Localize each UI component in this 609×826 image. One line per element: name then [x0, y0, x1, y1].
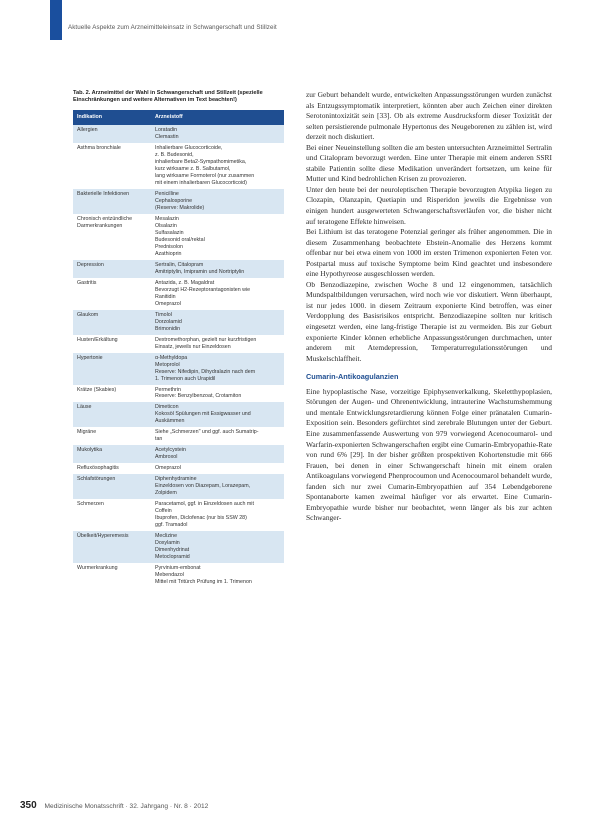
- drug-line: Loratadin: [155, 127, 178, 133]
- drug-cell: [151, 402, 284, 427]
- drug-line: Kokosöl Spülungen mit Essigwasser und: [155, 411, 251, 418]
- journal-citation: Medizinische Monatsschrift · 32. Jahrgang · Nr. 8 · 2012: [44, 803, 209, 810]
- paragraph: Bei Lithium ist das teratogene Potenzial geringer als früher angenommen. Die in diesem Zusammenhang beobachtete Ebstein-Anomalie des Herzens kommt offenbar nur bei etwa einem von 1000 im ersten Trimenon exponierten Feten vor. Postpartal muss auf toxische Symptome beim Kind geachtet und insbesondere eine Hypothyreose ausgeschlossen werden.: [306, 227, 552, 279]
- drug-line: Permethrin: [155, 386, 181, 393]
- indication-cell: Refluxösophagitis: [73, 463, 151, 474]
- drug-line: mit einem inhalierbaren Glucocorticoid): [155, 179, 247, 186]
- drug-line: α-Methyldopa: [155, 354, 188, 361]
- indication-cell: Krätze (Skabies): [73, 385, 151, 403]
- indication-cell: Migräne: [73, 427, 151, 445]
- indication-cell: Allergien: [73, 125, 151, 143]
- indication-cell: Wurmerkrankung: [73, 563, 151, 588]
- table-row: [73, 353, 284, 385]
- drug-line: Paracetamol, ggf. in Einzeldosen auch mit: [155, 501, 254, 508]
- drug-cell: [151, 143, 284, 189]
- drug-line: Azathioprin: [155, 250, 182, 257]
- drug-line: Reserve: Nifedipin, Dihydralazin nach dem: [155, 368, 256, 375]
- drug-line: Sertralin, Citalopram: [155, 261, 204, 268]
- table-row: [73, 385, 284, 403]
- drug-line: Brimonidin: [155, 325, 181, 332]
- drug-line: Antazida, z. B. Magaldrat: [155, 279, 215, 286]
- table-row: [73, 563, 284, 588]
- column-header-indication: Indikation: [73, 110, 151, 125]
- drug-cell: [151, 260, 284, 278]
- drug-line: Omeprazol: [155, 465, 181, 472]
- paragraph: Unter den heute bei der neuroleptischen Therapie bevorzugten Atypika liegen zu Clozapin, Olanzapin, Quetiapin und Risperidon jeweils die Ergebnisse von einigen hundert ausgewerteten Schwangerschaftsverläufen vor, die bisher nicht auf teratogene Effekte hinweisen.: [306, 184, 552, 226]
- drug-line: Mittel mit Tritürch Prüfung im 1. Trimenon: [155, 579, 252, 586]
- indication-cell: Übelkeit/Hyperemesis: [73, 531, 151, 563]
- drug-table: [73, 110, 284, 588]
- table-row: [73, 445, 284, 463]
- drug-cell: [151, 335, 284, 353]
- drug-line: Diphenhydramine: [155, 476, 197, 483]
- indication-cell: Läuse: [73, 402, 151, 427]
- drug-line: Zolpidem: [155, 490, 177, 497]
- drug-cell: [151, 125, 284, 143]
- drug-line: Metoprolol: [155, 361, 180, 368]
- drug-line: Auskämmen: [155, 418, 185, 425]
- drug-cell: [151, 474, 284, 499]
- table-row: [73, 474, 284, 499]
- drug-line: Pyrvinium-embonat: [155, 565, 201, 572]
- drug-line: Bevorzugt H2-Rezeptorantagonisten wie: [155, 286, 251, 293]
- paragraph: Bei einer Neueinstellung sollten die am besten untersuchten Arzneimittel Sertralin und Citalopram bevorzugt werden. Eine unter Therapie mit einem anderen SSRI stabile Patientin sollte diese Medikation unverändert fortsetzen, um keine für Mutter und Kind bedrohlichen Krisen zu provozieren.: [306, 142, 552, 184]
- indication-cell: Bakterielle Infektionen: [73, 189, 151, 214]
- table-row: [73, 125, 284, 143]
- drug-line: Siehe „Schmerzen" und ggf. auch Sumatrip-: [155, 429, 259, 436]
- section-heading: Cumarin-Antikoagulanzien: [306, 372, 399, 382]
- indication-cell: Depression: [73, 260, 151, 278]
- drug-line: Olsalazin: [155, 222, 177, 229]
- drug-line: Amitriptylin, Imipramin und Nortriptylin: [155, 268, 245, 275]
- drug-cell: [151, 531, 284, 563]
- drug-cell: [151, 499, 284, 531]
- table-row: [73, 310, 284, 335]
- drug-line: Mesalazin: [155, 215, 179, 222]
- table-row: [73, 335, 284, 353]
- paragraph: zur Geburt behandelt wurde, entwickelten Anpassungsstörungen wurden zunächst als Entzugssymptomatik interpretiert, könnten aber auch Zeichen einer direkten Serotonintoxizität sein [33]. Ob als extreme Ausdrucksform dieser Toxizität der selten persistierende pulmonale Hypertonus des Neugeborenen zu zählen ist, wird derzeit noch diskutiert.: [306, 90, 552, 142]
- drug-cell: [151, 563, 284, 588]
- table-header-row: [73, 110, 284, 125]
- article-text-column: [306, 90, 552, 524]
- table-body: [73, 125, 284, 588]
- indication-cell: Schlafstörungen: [73, 474, 151, 499]
- drug-line: kurz wirksame z. B. Salbutamol,: [155, 165, 231, 172]
- page-number: 350: [20, 800, 37, 811]
- drug-cell: [151, 189, 284, 214]
- table-row: [73, 278, 284, 310]
- drug-line: tan: [155, 436, 163, 443]
- table-row: [73, 143, 284, 189]
- chapter-color-tab: [50, 0, 62, 40]
- table-row: [73, 402, 284, 427]
- paragraph: Eine hypoplastische Nase, vorzeitige Epiphysenverkalkung, Skeletthypoplasien, Störungen der Augen- und Ohrenentwicklung, intrauterine Wachstumshemmung und mentale Entwicklungsretardierung können Folge einer pränatalen Cumarin-Exposition sein. Besonders gefürchtet sind zerebrale Blutungen unter der Geburt. Eine zusammenfassende Auswertung von 979 vorwiegend Acenocoumarol- und Warfarin-exponierten Schwangerschaften ergibt eine Cumarin-Embryopathie-Rate von rund 6% [29]. In der bisher größten prospektiven Kohortenstudie mit 666 Frauen, bei denen in einer Schwangerschaft hinein mit einem oralen Antikoagulans vorwiegend Phenprocoumon und Acenocoumarol behandelt wurde, fanden sich nur zwei Cumarin-Embryopathien auf 354 Lebendgeborene Spontanaborte kamen zweimal häufiger vor als erwartet. Eine Cumarin-Embryopathie wurde bisher nur beobachtet, wenn länger als bis zur achten Schwanger-: [306, 386, 552, 523]
- drug-cell: [151, 445, 284, 463]
- drug-line: Ibuprofen, Diclofenac (nur bis SSW 28): [155, 515, 247, 522]
- drug-line: Ambroxol: [155, 454, 178, 461]
- drug-line: Prednisolon: [155, 243, 183, 250]
- drug-line: Penicilline: [155, 190, 179, 197]
- drug-line: Doxylamin: [155, 540, 180, 547]
- drug-line: Clemastin: [155, 133, 179, 140]
- drug-line: Einsatz, jeweils nur Einzeldosen: [155, 343, 231, 350]
- drug-line: Cephalosporine: [155, 197, 193, 204]
- table-row: [73, 531, 284, 563]
- table-row: [73, 427, 284, 445]
- drug-cell: [151, 278, 284, 310]
- drug-line: Dimeticon: [155, 404, 179, 411]
- indication-cell: Mukolytika: [73, 445, 151, 463]
- drug-line: Coffein: [155, 508, 172, 515]
- running-header: Aktuelle Aspekte zum Arzneimitteleinsatz in Schwangerschaft und Stillzeit: [68, 24, 277, 31]
- drug-line: Mebendazol: [155, 572, 184, 579]
- drug-line: 1. Trimenon auch Urapidil: [155, 375, 216, 382]
- drug-cell: [151, 353, 284, 385]
- page-footer: [20, 800, 208, 811]
- indication-cell: Glaukom: [73, 310, 151, 335]
- column-header-drug: Arzneistoff: [151, 110, 284, 125]
- table-row: [73, 214, 284, 260]
- drug-line: Acetylcystein: [155, 447, 186, 454]
- table-row: [73, 260, 284, 278]
- drug-cell: [151, 385, 284, 403]
- drug-line: Omeprazol: [155, 300, 181, 307]
- table-row: [73, 499, 284, 531]
- indication-cell: Gastritis: [73, 278, 151, 310]
- indication-cell: Schmerzen: [73, 499, 151, 531]
- drug-line: lang wirksame Formoterol (nur zusammen: [155, 172, 255, 179]
- drug-line: Budesonid oral/rektal: [155, 236, 205, 243]
- drug-line: Meclizine: [155, 533, 178, 540]
- drug-line: Dextromethorphan, gezielt nur kurzfristigen: [155, 336, 257, 343]
- indication-cell: Chronisch entzündliche Darmerkrankungen: [73, 214, 151, 260]
- drug-line: Timolol: [155, 311, 172, 318]
- table-row: [73, 189, 284, 214]
- drug-cell: [151, 427, 284, 445]
- drug-line: ggf. Tramadol: [155, 522, 188, 529]
- drug-line: inhalierbare Beta2-Sympathomimetika,: [155, 158, 247, 165]
- drug-line: Einzeldosen von Diazepam, Lorazepam,: [155, 483, 251, 490]
- drug-line: Sulfasalazin: [155, 229, 184, 236]
- indication-cell: Hypertonie: [73, 353, 151, 385]
- drug-line: Dorzolamid: [155, 318, 182, 325]
- drug-cell: [151, 310, 284, 335]
- table-row: [73, 463, 284, 474]
- drug-line: Inhalierbare Glucocorticoide,: [155, 144, 223, 151]
- drug-line: Dimenhydrinat: [155, 547, 190, 554]
- paragraph: Ob Benzodiazepine, zwischen Woche 8 und 12 eingenommen, tatsächlich Mundspaltbildungen verursachen, wird noch wie vor diskutiert. Wenn überhaupt, ist nur jedes 1000. in diesem Zeitraum exponierte Kind betroffen, was einer Verdopplung des Basisrisikos entspricht. Benzodiazepine sollten nur kritisch eingesetzt werden, eine lang-fristige Therapie ist zu vermeiden. Bis zur Geburt exponierte Kinder können erhebliche Anpassungsstörungen durchmachen, unter anderem mit Atemdepression, Temperaturregulationsstörungen und Muskelschlaffheit.: [306, 279, 552, 363]
- drug-line: (Reserve: Makrolide): [155, 204, 205, 211]
- drug-line: z. B. Budesonid,: [155, 151, 194, 158]
- drug-line: Metoclopramid: [155, 554, 190, 561]
- drug-cell: [151, 214, 284, 260]
- indication-cell: Husten/Erkältung: [73, 335, 151, 353]
- drug-line: Reserve: Benzylbenzoat, Crotamiton: [155, 393, 242, 400]
- drug-line: Ranitidin: [155, 293, 176, 300]
- indication-cell: Asthma bronchiale: [73, 143, 151, 189]
- table-caption: Tab. 2. Arzneimittel der Wahl in Schwangerschaft und Stillzeit (spezielle Einschränkungen und weitere Alternativen im Text beachten!): [73, 90, 263, 104]
- drug-cell: [151, 463, 284, 474]
